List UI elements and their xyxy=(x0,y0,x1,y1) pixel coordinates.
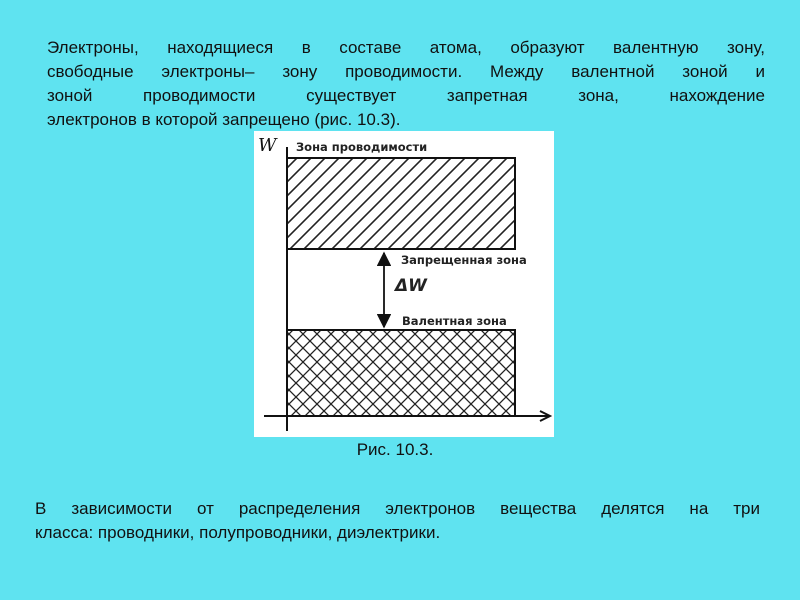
figure-caption: Рис. 10.3. xyxy=(356,440,434,459)
gap-energy-label: ΔW xyxy=(395,276,427,296)
valence-band-label: Валентная зона xyxy=(402,314,507,328)
intro-paragraph xyxy=(47,36,765,132)
outro-line: В зависимости от распределения электронов вещества делятся на три xyxy=(35,499,760,518)
intro-line: Электроны, находящиеся в составе атома, образуют валентную зону, xyxy=(47,38,765,57)
valence-band xyxy=(287,330,515,416)
intro-line: зоной проводимости существует запретная зона, нахождение xyxy=(47,86,765,105)
forbidden-zone-label: Запрещенная зона xyxy=(401,253,527,267)
outro-paragraph xyxy=(35,497,760,545)
intro-line: электронов в которой запрещено (рис. 10.3). xyxy=(47,110,401,129)
conduction-band-label: Зона проводимости xyxy=(296,140,428,154)
band-diagram xyxy=(254,131,554,437)
axis-label-w: W xyxy=(258,135,277,156)
conduction-band xyxy=(287,158,515,249)
outro-line: класса: проводники, полупроводники, диэлектрики. xyxy=(35,523,441,542)
band-diagram-svg xyxy=(254,131,554,437)
intro-line: свободные электроны– зону проводимости. Между валентной зоной и xyxy=(47,62,765,81)
